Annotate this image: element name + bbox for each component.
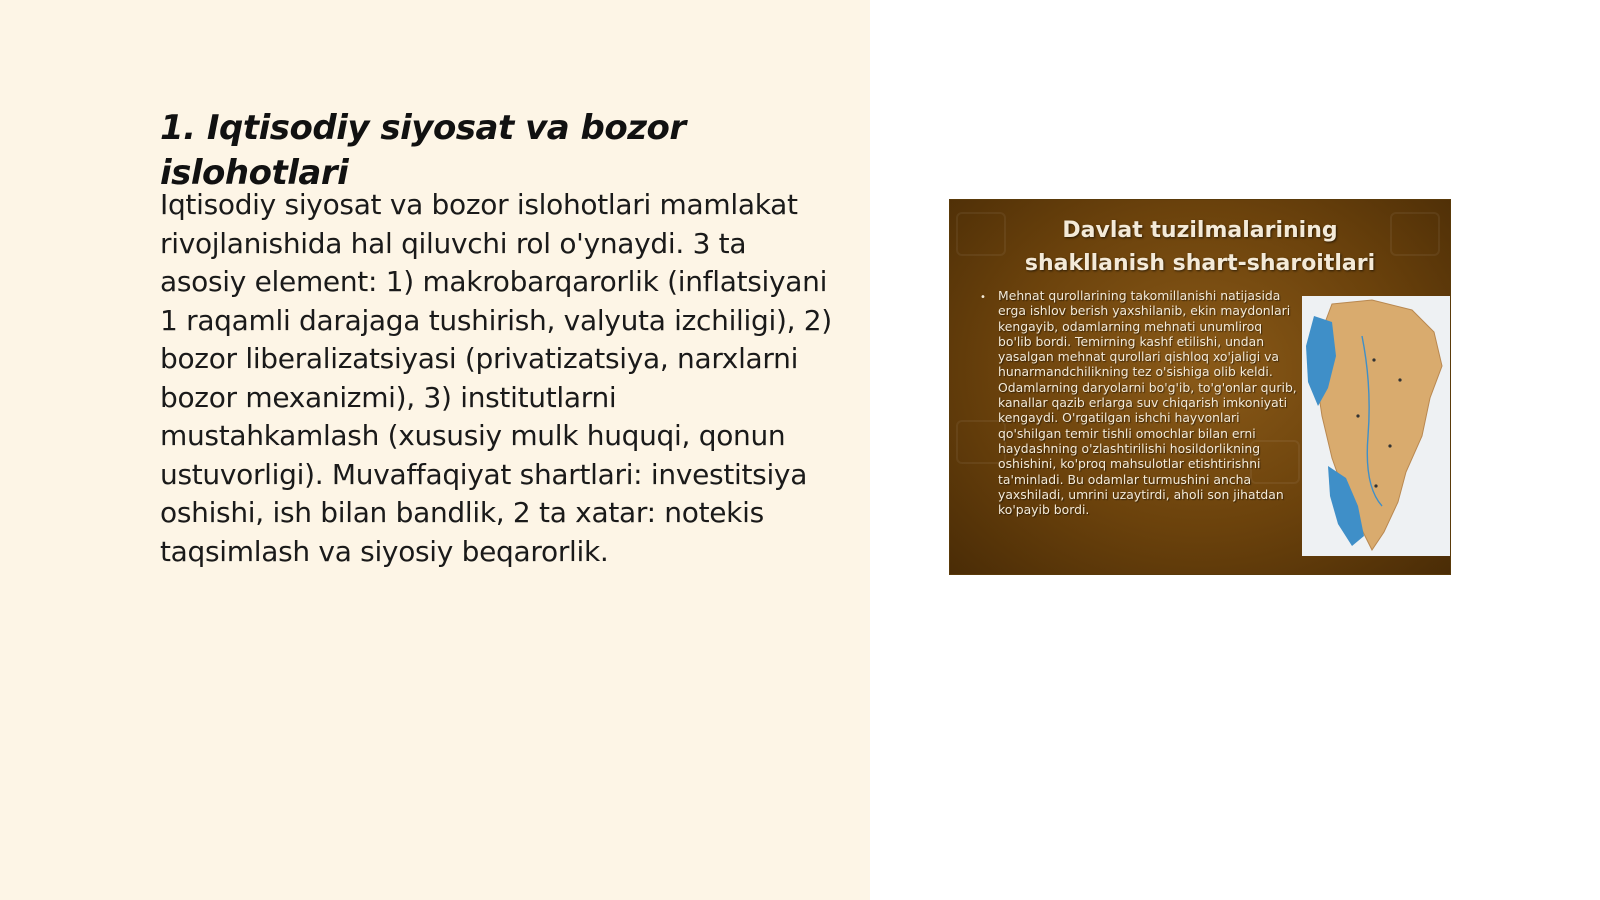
map-illustration — [1302, 296, 1450, 556]
image-title-line-1: Davlat tuzilmalarining — [1062, 218, 1338, 243]
image-body-text: Mehnat qurollarining takomillanishi natijasida erga ishlov berish yaxshilanib, ekin maydonlari kengayib, odamlarning mehnati unumliroq bo'lib bordi. Temirning kashf etilishi, undan yasalgan mehnat qurollari qishloq xo'jaligi va hunarmandchilikning tez o'sishiga olib keldi. Odamlarning daryolarni bo'g'ib, to'g'onlar qurib, kanallar qazib erlarga suv chiqarish imkoniyati kengaydi. O'rgatilgan ishchi hayvonlari qo'shilgan temir tishli omochlar bilan erni haydashning o'zlashtirilishi hosildorlikning oshishini, ko'proq mahsulotlar etishtirishni ta'minladi. Bu odamlar turmushini ancha yaxshiladi, umrini uzaytirdi, aholi son jihatdan ko'payib bordi. — [998, 288, 1297, 518]
slide-body-text: Iqtisodiy siyosat va bozor islohotlari mamlakat rivojlanishida hal qiluvchi rol o'ynaydi. 3 ta asosiy element: 1) makrobarqarorlik (inflatsiyani 1 raqamli darajaga tushirish, valyuta izchiligi), 2) bozor liberalizatsiyasi (privatizatsiya, narxlarni bozor mexanizmi), 3) institutlarni mustahkamlash (xususiy mulk huquqi, qonun ustuvorligi). Muvaffaqiyat shartlari: investitsiya oshishi, ish bilan bandlik, 2 ta xatar: notekis taqsimlash va siyosiy beqarorlik. — [160, 188, 832, 568]
bullet-icon: • — [980, 292, 986, 303]
slide-image — [950, 200, 1450, 574]
image-title — [950, 214, 1450, 280]
image-title-line-2: shakllanish shart-sharoitlari — [1024, 251, 1376, 276]
slide-title: 1. Iqtisodiy siyosat va bozor islohotlari — [160, 108, 686, 193]
map-svg — [1302, 296, 1450, 556]
